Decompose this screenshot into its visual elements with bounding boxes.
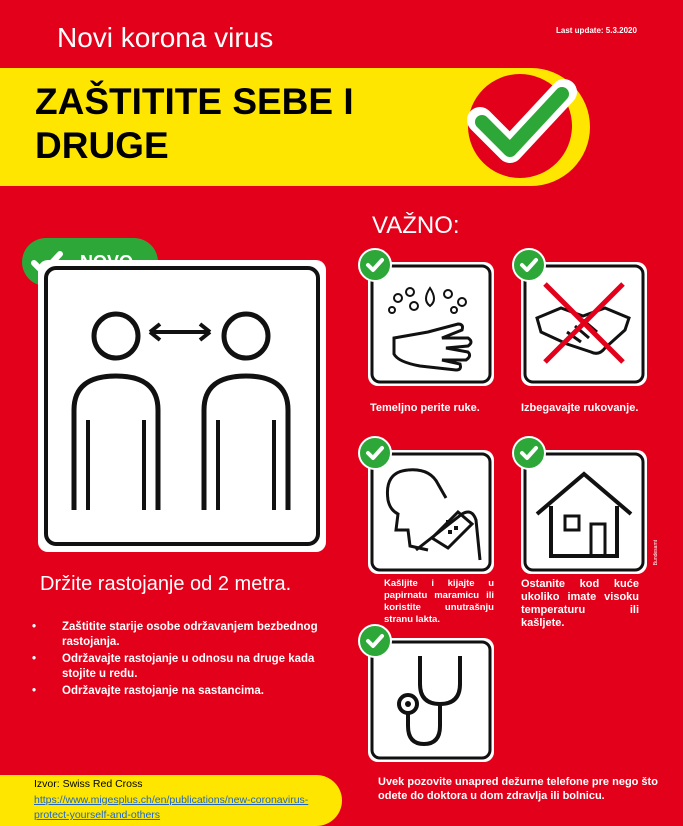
doctor-icon-box bbox=[368, 638, 494, 762]
distance-bullets bbox=[30, 620, 350, 701]
hand-wash-icon bbox=[368, 262, 494, 386]
wash-hands-icon-box bbox=[368, 262, 494, 386]
source-label: Izvor: Swiss Red Cross bbox=[34, 778, 143, 790]
sneeze-elbow-icon bbox=[368, 450, 494, 574]
bullet-item: • Zaštitite starije osobe održavanjem bezbednog rastojanja. bbox=[30, 620, 350, 650]
headline bbox=[35, 80, 455, 168]
handshake-icon-box bbox=[521, 262, 647, 386]
no-handshake-icon bbox=[521, 262, 647, 386]
check-icon bbox=[512, 248, 546, 282]
headline-line-2: DRUGE bbox=[35, 125, 169, 166]
headline-line-1: ZAŠTITITE SEBE I bbox=[35, 81, 354, 122]
bullet-item: • Održavajte rastojanje u odnosu na druge kada stojite u redu. bbox=[30, 652, 350, 682]
house-icon bbox=[521, 450, 647, 574]
bullet-item: • Održavajte rastojanje na sastancima. bbox=[30, 684, 350, 699]
check-icon bbox=[358, 248, 392, 282]
sneeze-icon-box bbox=[368, 450, 494, 574]
important-heading: VAŽNO: bbox=[372, 212, 460, 239]
source-link[interactable]: https://www.migesplus.ch/en/publications/new-coronavirus-protect-yourself-and-others bbox=[34, 794, 309, 821]
distance-caption: Držite rastojanje od 2 metra. bbox=[40, 573, 292, 595]
side-note: Bundesamt bbox=[653, 540, 659, 566]
last-update-label: Last update: 5.3.2020 bbox=[556, 26, 637, 35]
doctor-caption: Uvek pozovite unapred dežurne telefone pre nego što odete do doktora u dom zdravlja ili bolnicu. bbox=[378, 776, 658, 802]
home-caption: Ostanite kod kuće ukoliko imate visoku temperaturu ili kašljete. bbox=[521, 578, 639, 629]
wash-hands-caption: Temeljno perite ruke. bbox=[370, 402, 480, 414]
social-distance-icon bbox=[38, 260, 326, 552]
poster-title: Novi korona virus bbox=[57, 22, 274, 53]
stethoscope-icon bbox=[368, 638, 494, 762]
check-icon bbox=[358, 436, 392, 470]
checkmark-icon bbox=[462, 68, 578, 184]
handshake-caption: Izbegavajte rukovanje. bbox=[521, 402, 639, 414]
check-icon bbox=[512, 436, 546, 470]
distance-icon-box bbox=[38, 260, 326, 552]
check-icon bbox=[358, 624, 392, 658]
sneeze-caption: Kašljite i kijajte u papirnatu maramicu ili koristite unutrašnju stranu lakta. bbox=[384, 578, 494, 625]
home-icon-box bbox=[521, 450, 647, 574]
